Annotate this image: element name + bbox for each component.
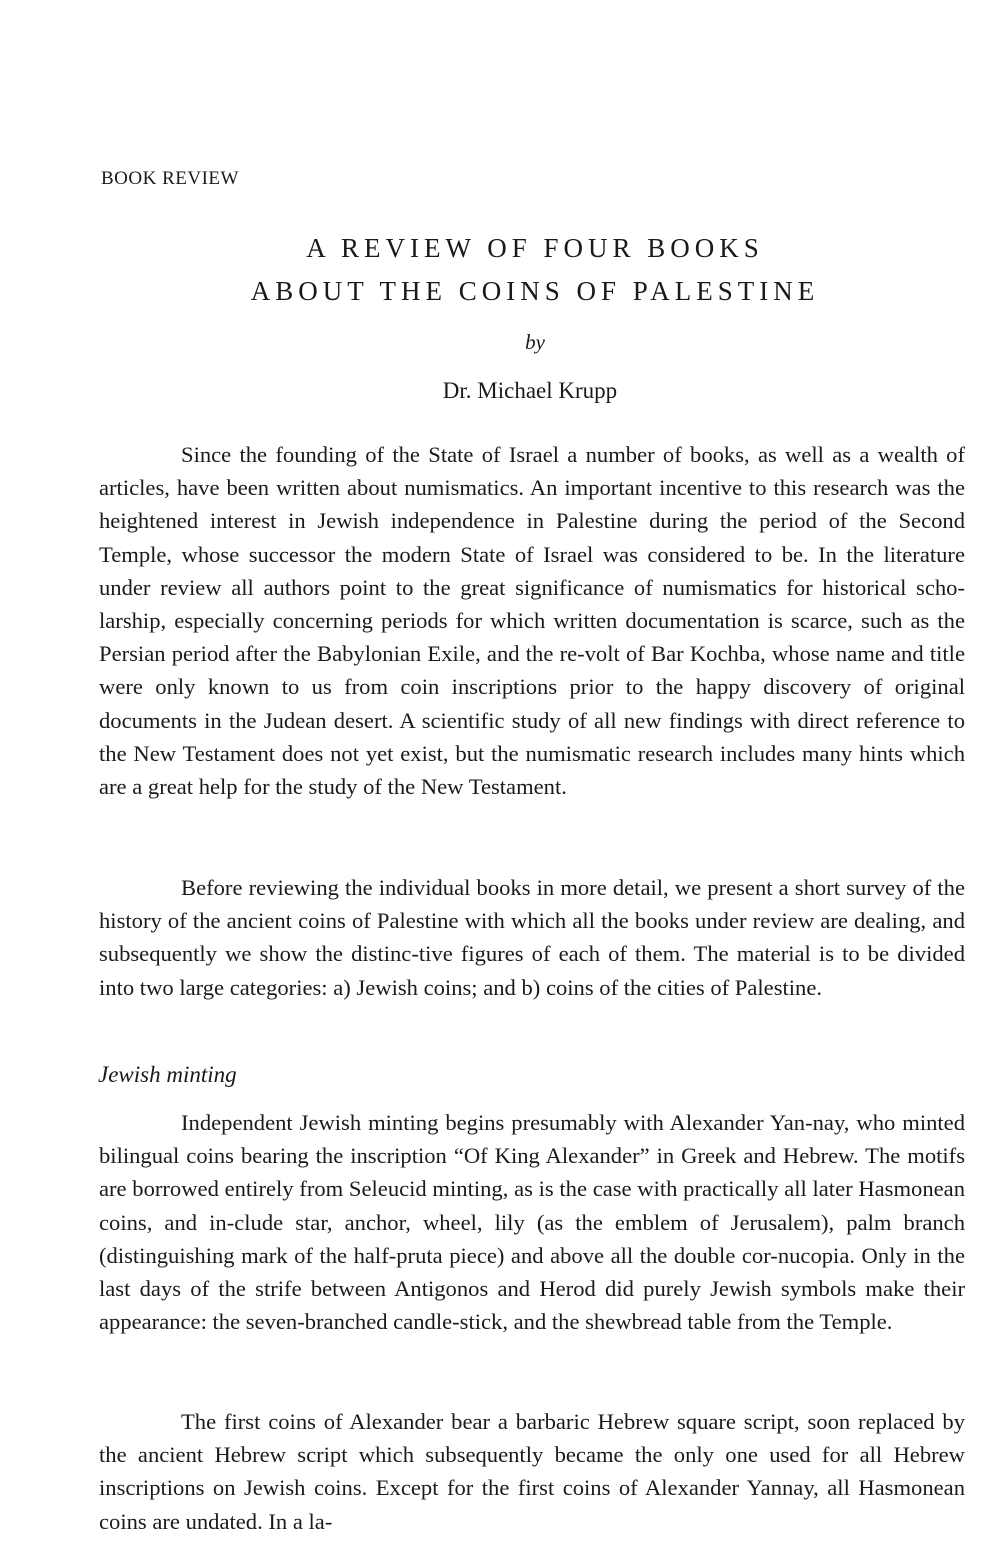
section-label: BOOK REVIEW <box>101 168 239 189</box>
body-paragraph-2 <box>99 871 965 1004</box>
byline: by <box>525 330 545 354</box>
body-paragraph-4 <box>99 1405 965 1538</box>
section-heading: Jewish minting <box>98 1062 237 1087</box>
article-title-line-2: ABOUT THE COINS OF PALESTINE <box>250 276 820 306</box>
paragraph-text: The first coins of Alexander bear a barbaric Hebrew square script, soon replaced by the ancient Hebrew script which subsequently became the only one used for all Hebrew inscriptions on Jewish coins. Except for the first coins of Alexander Yannay, all Hasmonean coins are undated. In a la- <box>99 1409 965 1534</box>
paragraph-text: Before reviewing the individual books in more detail, we present a short survey of the history of the ancient coins of Palestine with which all the books under review are dealing, and subsequently we show the distinc-tive figures of each of them. The material is to be divided into two large categories: a) Jewish coins; and b) coins of the cities of Palestine. <box>99 875 965 1000</box>
paragraph-text: Independent Jewish minting begins presumably with Alexander Yan-nay, who minted bilingual coins bearing the inscription “Of King Alexander” in Greek and Hebrew. The motifs are borrowed entirely from Seleucid minting, as is the case with practically all later Hasmonean coins, and in-clude star, anchor, wheel, lily (as the emblem of Jerusalem), palm branch (distinguishing mark of the half-pruta piece) and above all the double cor-nucopia. Only in the last days of the strife between Antigonos and Herod did purely Jewish symbols make their appearance: the seven-branched candle-stick, and the shewbread table from the Temple. <box>99 1110 965 1335</box>
article-title-line-1: A REVIEW OF FOUR BOOKS <box>306 233 764 263</box>
author-name: Dr. Michael Krupp <box>442 378 618 403</box>
body-paragraph-3 <box>99 1106 965 1338</box>
paragraph-text: Since the founding of the State of Israel a number of books, as well as a wealth of articles, have been written about numismatics. An important incentive to this research was the heightened interest in Jewish independence in Palestine during the period of the Second Temple, whose successor the modern State of Israel was considered to be. In the literature under review all authors point to the great significance of numismatics for historical scho-larship, especially concerning periods for which written documentation is scarce, such as the Persian period after the Babylonian Exile, and the re-volt of Bar Kochba, whose name and title were only known to us from coin inscriptions prior to the happy discovery of original documents in the Judean desert. A scientific study of all new findings with direct reference to the New Testament does not yet exist, but the numismatic research includes many hints which are a great help for the study of the New Testament. <box>99 442 965 800</box>
body-paragraph-1 <box>99 438 965 803</box>
